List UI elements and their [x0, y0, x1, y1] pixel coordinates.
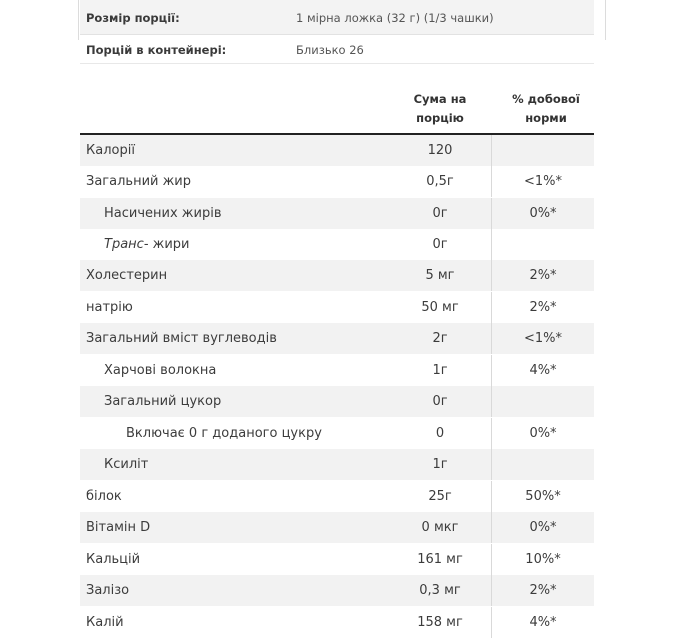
nutrient-name: Калій — [86, 615, 124, 630]
column-divider — [491, 135, 492, 166]
nutrient-name: натрію — [86, 300, 133, 315]
nutrient-daily-value: 4%* — [529, 615, 557, 630]
frame-border — [78, 0, 79, 40]
nutrient-row — [80, 575, 594, 606]
nutrient-name: Холестерин — [86, 268, 168, 283]
nutrient-daily-value: <1%* — [523, 331, 563, 346]
nutrient-row — [80, 544, 594, 575]
nutrient-name: Насичених жирів — [104, 206, 222, 221]
nutrient-amount: 0 — [435, 426, 445, 441]
nutrient-row — [80, 512, 594, 543]
daily-value-header — [496, 90, 596, 128]
nutrient-name: Загальний жир — [86, 174, 192, 189]
column-divider — [491, 229, 492, 260]
nutrient-daily-value: 4%* — [529, 363, 557, 378]
nutrient-row — [80, 449, 594, 480]
nutrient-name: Залізо — [86, 583, 130, 598]
nutrient-amount: 0г — [432, 237, 448, 252]
nutrient-name: Загальний вміст вуглеводів — [86, 331, 277, 346]
nutrient-name-italic: Транс — [104, 237, 144, 252]
servings-per-container-row — [80, 35, 594, 64]
nutrient-row — [80, 607, 594, 638]
nutrient-name: Кальцій — [86, 552, 141, 567]
nutrient-row — [80, 260, 594, 291]
nutrient-name: Вітамін D — [86, 520, 151, 535]
column-divider — [491, 449, 492, 480]
nutrient-row — [80, 418, 594, 449]
nutrient-name: Загальний цукор — [104, 394, 222, 409]
servings-per-container-label: Порцій в контейнері: — [86, 43, 227, 57]
nutrient-row — [80, 355, 594, 386]
nutrient-row — [80, 481, 594, 512]
nutrient-daily-value: 2%* — [529, 300, 557, 315]
servings-per-container-value: Близько 26 — [296, 43, 364, 57]
nutrient-amount: 0 мкг — [421, 520, 459, 535]
nutrient-amount: 50 мг — [421, 300, 459, 315]
nutrient-row — [80, 198, 594, 229]
nutrient-daily-value: <1%* — [523, 174, 563, 189]
nutrient-amount: 158 мг — [417, 615, 463, 630]
nutrition-facts-table — [80, 0, 605, 630]
nutrient-row — [80, 292, 594, 323]
nutrient-amount: 0,3 мг — [419, 583, 461, 598]
serving-size-label: Розмір порції: — [86, 11, 180, 25]
nutrient-row — [80, 386, 594, 417]
daily-value-header-line: норми — [525, 111, 567, 125]
nutrient-name-rest: - жири — [143, 237, 190, 252]
serving-size-value: 1 мірна ложка (32 г) (1/3 чашки) — [296, 11, 494, 25]
nutrient-daily-value: 2%* — [529, 268, 557, 283]
nutrient-daily-value: 0%* — [529, 206, 557, 221]
nutrient-name: Харчові волокна — [104, 363, 217, 378]
nutrient-name: Ксиліт — [104, 457, 149, 472]
nutrient-name: Калорії — [86, 143, 135, 158]
nutrient-daily-value: 0%* — [529, 520, 557, 535]
nutrient-amount: 0г — [432, 206, 448, 221]
nutrient-amount: 161 мг — [417, 552, 463, 567]
nutrient-amount: 0,5г — [426, 174, 454, 189]
nutrient-amount: 1г — [432, 457, 448, 472]
nutrient-name: Включає 0 г доданого цукру — [126, 426, 322, 441]
nutrient-amount: 120 — [427, 143, 453, 158]
nutrient-amount: 0г — [432, 394, 448, 409]
amount-header-line: Сума на — [413, 92, 467, 106]
serving-size-row — [80, 0, 594, 35]
nutrient-amount: 5 мг — [425, 268, 455, 283]
nutrient-row — [80, 229, 594, 260]
nutrient-daily-value: 50%* — [525, 489, 561, 504]
nutrient-daily-value: 0%* — [529, 426, 557, 441]
amount-per-serving-header — [400, 90, 480, 128]
nutrient-name — [104, 237, 190, 252]
nutrient-row — [80, 166, 594, 197]
nutrient-daily-value: 10%* — [525, 552, 561, 567]
nutrient-amount: 2г — [432, 331, 448, 346]
nutrient-daily-value: 2%* — [529, 583, 557, 598]
nutrient-amount: 25г — [428, 489, 452, 504]
nutrient-row — [80, 135, 594, 166]
daily-value-header-line: % добової — [512, 92, 580, 106]
nutrient-row — [80, 323, 594, 354]
nutrient-amount: 1г — [432, 363, 448, 378]
amount-header-line: порцію — [416, 111, 464, 125]
nutrient-name: білок — [86, 489, 122, 504]
frame-border — [605, 0, 606, 40]
column-divider — [491, 386, 492, 417]
